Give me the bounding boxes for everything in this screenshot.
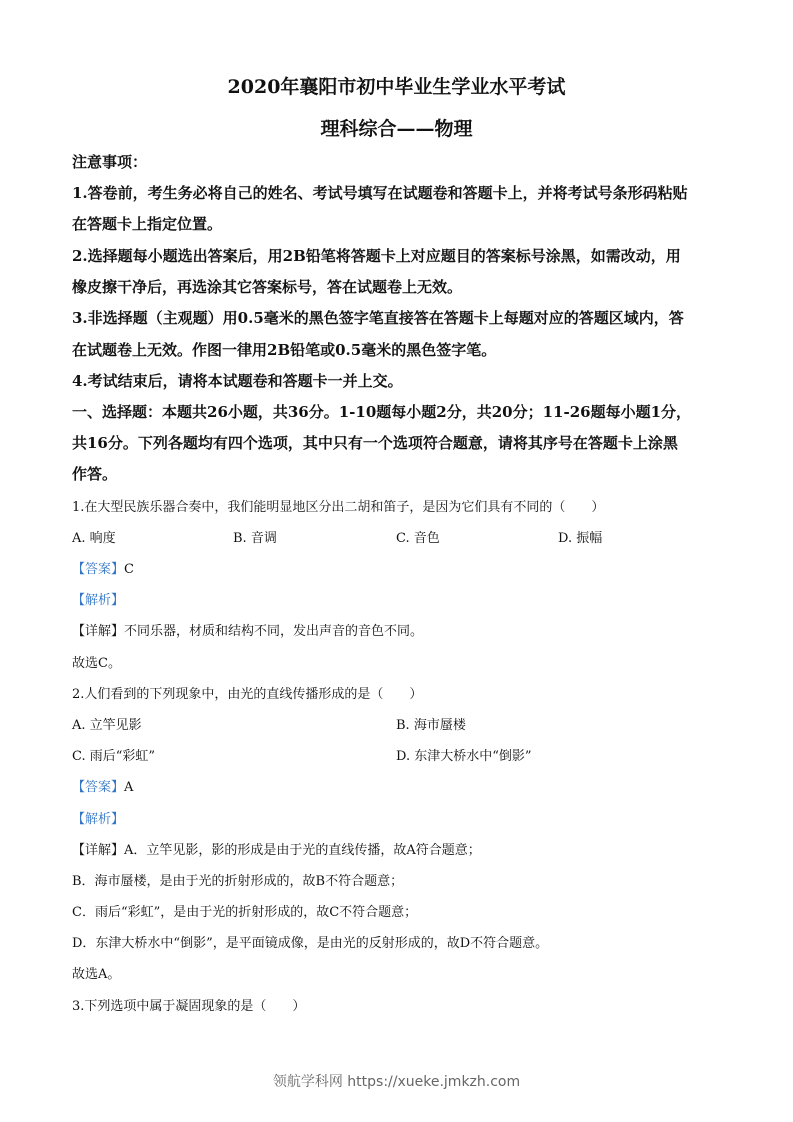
q1-analysis-tag: 【解析】 [72, 593, 125, 608]
q1-conclusion: 故选C。 [72, 656, 121, 671]
note-line: 1.答卷前，考生务必将自己的姓名、考试号填写在试题卷和答题卡上，并将考试号条形码粘贴 [72, 184, 688, 202]
note-line: 4.考试结束后，请将本试题卷和答题卡一并上交。 [72, 372, 403, 390]
exam-subtitle: 理科综合——物理 [320, 118, 473, 140]
section-line: 作答。 [72, 465, 118, 483]
note-line: 3.非选择题（主观题）用0.5毫米的黑色签字笔直接答在答题卡上每题对应的答题区域内，答 [72, 309, 684, 327]
answer-tag: 【答案】 [72, 562, 125, 577]
notes-heading: 注意事项： [72, 153, 148, 171]
q1-detail: 【详解】不同乐器，材质和结构不同，发出声音的音色不同。 [72, 624, 424, 639]
exam-title: 2020年襄阳市初中毕业生学业水平考试 [227, 76, 566, 98]
q2-answer [72, 776, 133, 795]
q1-option-c: C. 音色 [396, 531, 440, 546]
answer-value: C [124, 562, 134, 577]
q1-option-d: D. 振幅 [558, 531, 603, 546]
note-line: 2.选择题每小题选出答案后，用2B铅笔将答题卡上对应题目的答案标号涂黑，如需改动，用 [72, 247, 681, 265]
section-line: 一、选择题：本题共26小题，共36分。1-10题每小题2分，共20分；11-26题每小题1分， [72, 403, 692, 421]
q2-option-d: D. 东津大桥水中“倒影” [396, 749, 532, 764]
q1-option-b: B. 音调 [233, 531, 277, 546]
q2-option-c: C. 雨后“彩虹” [72, 749, 156, 764]
q2-detail-line: 【详解】A．立竿见影，影的形成是由于光的直线传播，故A符合题意； [72, 843, 481, 858]
note-line: 橡皮擦干净后，再选涂其它答案标号，答在试题卷上无效。 [72, 278, 463, 296]
q2-conclusion: 故选A。 [72, 967, 121, 982]
q2-option-b: B. 海市蜃楼 [396, 718, 466, 733]
answer-value: A [124, 780, 134, 795]
note-line: 在试题卷上无效。作图一律用2B铅笔或0.5毫米的黑色签字笔。 [72, 341, 497, 359]
q2-stem: 2.人们看到的下列现象中，由光的直线传播形成的是（ ） [72, 687, 423, 702]
note-line: 在答题卡上指定位置。 [72, 215, 223, 233]
q1-answer [72, 558, 134, 577]
q2-analysis-tag: 【解析】 [72, 812, 125, 827]
section-line: 共16分。下列各题均有四个选项，其中只有一个选项符合题意，请将其序号在答题卡上涂黑 [72, 434, 678, 452]
q2-detail-line: C．雨后“彩虹”，是由于光的折射形成的，故C不符合题意； [72, 905, 418, 920]
answer-tag: 【答案】 [72, 780, 125, 795]
q1-option-a: A. 响度 [72, 531, 116, 546]
q2-detail-line: D．东津大桥水中“倒影”，是平面镜成像，是由光的反射形成的，故D不符合题意。 [72, 936, 549, 951]
q1-stem: 1.在大型民族乐器合奏中，我们能明显地区分出二胡和笛子，是因为它们具有不同的（ ） [72, 500, 605, 515]
footer-watermark: 领航学科网 https://xueke.jmkzh.com [272, 1074, 521, 1090]
q2-detail-line: B．海市蜃楼，是由于光的折射形成的，故B不符合题意； [72, 874, 404, 889]
q3-stem: 3.下列选项中属于凝固现象的是（ ） [72, 999, 306, 1014]
q2-option-a: A. 立竿见影 [72, 718, 142, 733]
